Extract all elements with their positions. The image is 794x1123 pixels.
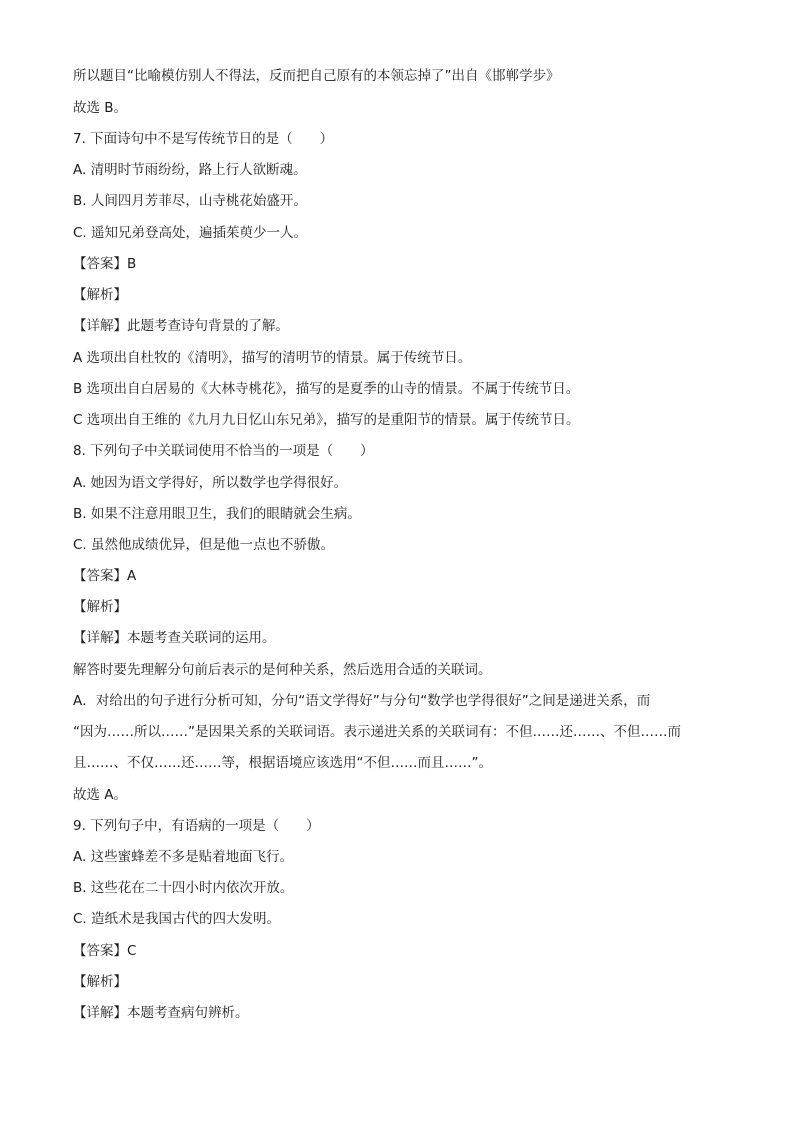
question-9: 9. 下列句子中，有语病的一项是（ ） (73, 818, 320, 834)
detail-text: 【详解】本题考查关联词的运用。 (73, 630, 276, 646)
text-line: 且……、不仅……还……等，根据语境应该选用“不但……而且……”。 (73, 755, 492, 771)
option-b: B. 如果不注意用眼卫生，我们的眼睛就会生病。 (73, 506, 361, 522)
text-line: C 选项出自王维的《九月九日忆山东兄弟》，描写的是重阳节的情景。属于传统节日。 (73, 412, 580, 428)
analysis-label: 【解析】 (73, 974, 127, 990)
analysis-label: 【解析】 (73, 599, 127, 615)
option-c: C. 遥知兄弟登高处，遍插茱萸少一人。 (73, 225, 308, 241)
answer-label: 【答案】A (73, 568, 137, 584)
analysis-label: 【解析】 (73, 287, 127, 303)
text-line: “因为……所以……”是因果关系的关联词语。表示递进关系的关联词有：不但……还……、不但……而 (73, 724, 681, 740)
text-line: A 选项出自杜牧的《清明》，描写的清明节的情景。属于传统节日。 (73, 350, 472, 366)
option-a: A. 她因为语文学得好，所以数学也学得很好。 (73, 475, 348, 491)
text-line: 解答时要先理解分句前后表示的是何种关系，然后选用合适的关联词。 (73, 662, 492, 678)
option-a: A. 清明时节雨纷纷，路上行人欲断魂。 (73, 162, 307, 178)
text-line: 故选 B。 (73, 100, 128, 116)
text-line: 所以题目“比喻模仿别人不得法，反而把自己原有的本领忘掉了”出自《邯郸学步》 (73, 68, 560, 84)
detail-text: 【详解】本题考查病句辨析。 (73, 1005, 249, 1021)
answer-label: 【答案】B (73, 256, 137, 272)
question-8: 8. 下列句子中关联词使用不恰当的一项是（ ） (73, 443, 374, 459)
text-line: A．对给出的句子进行分析可知，分句“语文学得好”与分句“数学也学得很好”之间是递进关系，而 (73, 693, 651, 709)
question-7: 7. 下面诗句中不是写传统节日的是（ ） (73, 131, 334, 147)
option-c: C. 造纸术是我国古代的四大发明。 (73, 911, 281, 927)
option-b: B. 这些花在二十四小时内依次开放。 (73, 880, 294, 896)
option-b: B. 人间四月芳菲尽，山寺桃花始盛开。 (73, 193, 307, 209)
option-c: C. 虽然他成绩优异，但是他一点也不骄傲。 (73, 537, 335, 553)
detail-text: 【详解】此题考查诗句背景的了解。 (73, 318, 289, 334)
text-line: 故选 A。 (73, 787, 128, 803)
answer-label: 【答案】C (73, 943, 137, 959)
text-line: B 选项出自白居易的《大林寺桃花》，描写的是夏季的山寺的情景。不属于传统节日。 (73, 381, 580, 397)
option-a: A. 这些蜜蜂差不多是贴着地面飞行。 (73, 849, 294, 865)
